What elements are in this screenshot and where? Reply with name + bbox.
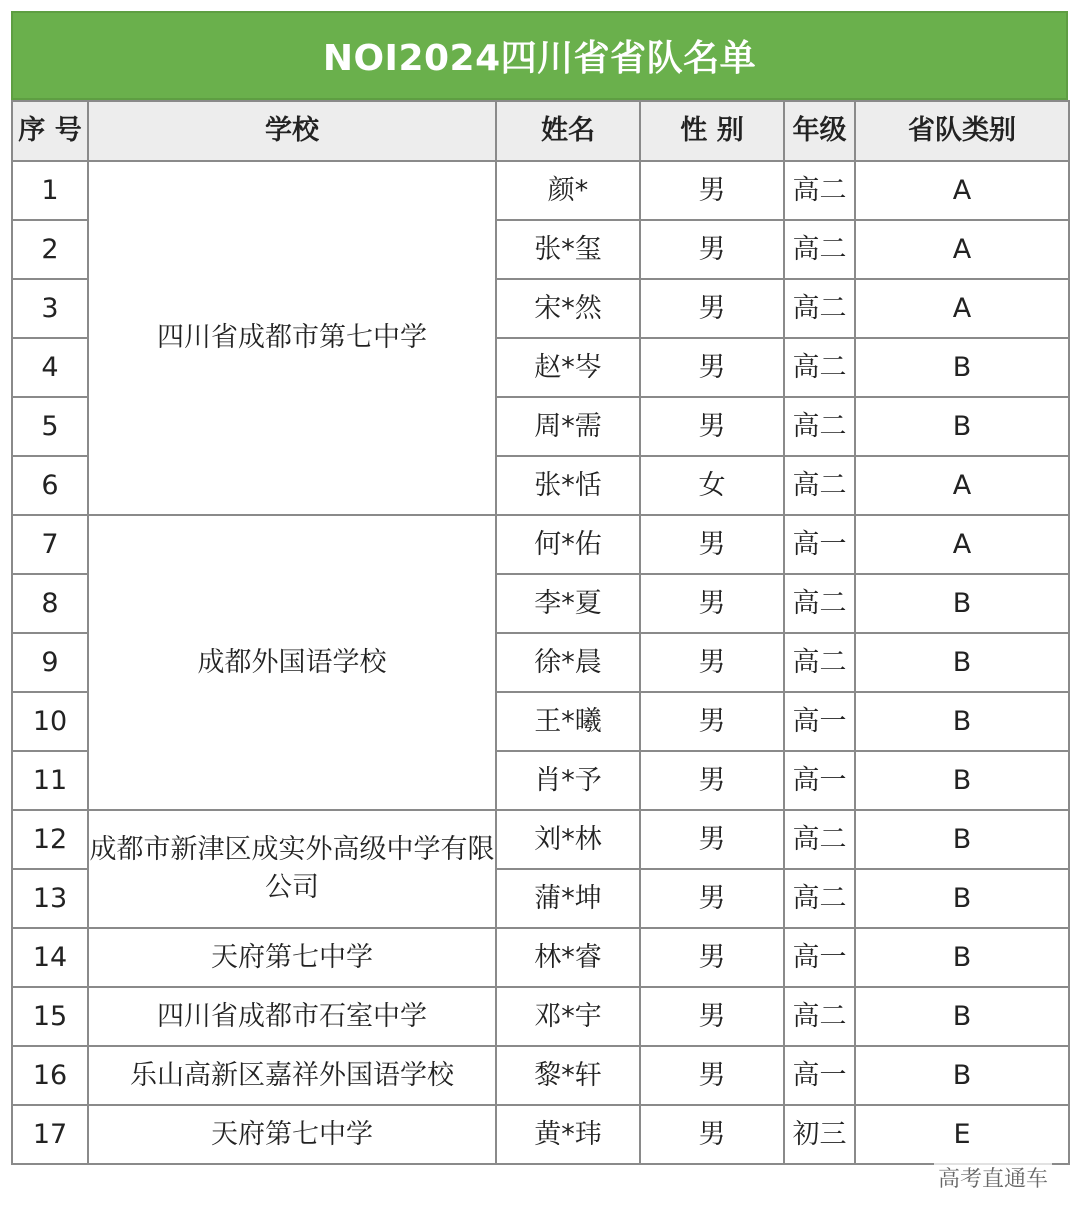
row-index: 17 — [12, 1105, 88, 1164]
table-row — [12, 161, 1069, 220]
student-name: 张*玺 — [496, 220, 640, 279]
student-grade: 高二 — [784, 279, 855, 338]
student-gender: 男 — [640, 1105, 784, 1164]
student-gender: 男 — [640, 987, 784, 1046]
table-header-row — [12, 101, 1069, 161]
roster-sheet — [11, 11, 1068, 1165]
row-index: 5 — [12, 397, 88, 456]
team-category: B — [855, 397, 1069, 456]
student-gender: 男 — [640, 810, 784, 869]
row-index: 10 — [12, 692, 88, 751]
row-index: 3 — [12, 279, 88, 338]
school-cell: 天府第七中学 — [88, 928, 496, 987]
student-gender: 男 — [640, 397, 784, 456]
header-name: 姓名 — [496, 101, 640, 161]
student-name: 刘*林 — [496, 810, 640, 869]
team-category: E — [855, 1105, 1069, 1164]
header-gender: 性 别 — [640, 101, 784, 161]
student-name: 周*需 — [496, 397, 640, 456]
student-gender: 男 — [640, 574, 784, 633]
team-category: A — [855, 220, 1069, 279]
student-gender: 男 — [640, 279, 784, 338]
row-index: 12 — [12, 810, 88, 869]
roster-table — [11, 100, 1070, 1165]
student-name: 肖*予 — [496, 751, 640, 810]
student-grade: 初三 — [784, 1105, 855, 1164]
student-grade: 高二 — [784, 810, 855, 869]
student-name: 张*恬 — [496, 456, 640, 515]
table-row — [12, 1046, 1069, 1105]
student-grade: 高二 — [784, 220, 855, 279]
student-gender: 男 — [640, 161, 784, 220]
student-name: 李*夏 — [496, 574, 640, 633]
row-index: 16 — [12, 1046, 88, 1105]
student-grade: 高二 — [784, 633, 855, 692]
student-name: 赵*岑 — [496, 338, 640, 397]
page-title: NOI2024四川省省队名单 — [11, 11, 1068, 100]
student-grade: 高二 — [784, 869, 855, 928]
student-grade: 高二 — [784, 456, 855, 515]
student-grade: 高二 — [784, 397, 855, 456]
table-row — [12, 1105, 1069, 1164]
row-index: 4 — [12, 338, 88, 397]
team-category: B — [855, 987, 1069, 1046]
student-name: 邓*宇 — [496, 987, 640, 1046]
student-gender: 男 — [640, 692, 784, 751]
row-index: 2 — [12, 220, 88, 279]
row-index: 7 — [12, 515, 88, 574]
header-school: 学校 — [88, 101, 496, 161]
team-category: A — [855, 456, 1069, 515]
student-name: 林*睿 — [496, 928, 640, 987]
school-cell: 天府第七中学 — [88, 1105, 496, 1164]
student-gender: 女 — [640, 456, 784, 515]
team-category: A — [855, 515, 1069, 574]
student-grade: 高一 — [784, 692, 855, 751]
header-index: 序 号 — [12, 101, 88, 161]
table-row — [12, 928, 1069, 987]
team-category: B — [855, 692, 1069, 751]
student-name: 宋*然 — [496, 279, 640, 338]
student-gender: 男 — [640, 928, 784, 987]
school-cell: 成都外国语学校 — [88, 515, 496, 810]
row-index: 11 — [12, 751, 88, 810]
student-gender: 男 — [640, 633, 784, 692]
school-cell: 四川省成都市石室中学 — [88, 987, 496, 1046]
student-grade: 高二 — [784, 574, 855, 633]
student-name: 黄*玮 — [496, 1105, 640, 1164]
school-cell: 四川省成都市第七中学 — [88, 161, 496, 515]
student-name: 黎*轩 — [496, 1046, 640, 1105]
team-category: A — [855, 279, 1069, 338]
team-category: B — [855, 928, 1069, 987]
team-category: B — [855, 633, 1069, 692]
table-row — [12, 810, 1069, 869]
student-grade: 高一 — [784, 928, 855, 987]
school-cell: 成都市新津区成实外高级中学有限公司 — [88, 810, 496, 928]
student-gender: 男 — [640, 515, 784, 574]
watermark: 高考直通车 — [934, 1162, 1052, 1193]
student-grade: 高二 — [784, 161, 855, 220]
team-category: A — [855, 161, 1069, 220]
student-name: 何*佑 — [496, 515, 640, 574]
row-index: 14 — [12, 928, 88, 987]
row-index: 13 — [12, 869, 88, 928]
table-row — [12, 987, 1069, 1046]
header-category: 省队类别 — [855, 101, 1069, 161]
student-grade: 高一 — [784, 751, 855, 810]
student-name: 徐*晨 — [496, 633, 640, 692]
school-cell: 乐山高新区嘉祥外国语学校 — [88, 1046, 496, 1105]
student-gender: 男 — [640, 1046, 784, 1105]
table-row — [12, 515, 1069, 574]
team-category: B — [855, 1046, 1069, 1105]
row-index: 15 — [12, 987, 88, 1046]
team-category: B — [855, 810, 1069, 869]
student-gender: 男 — [640, 869, 784, 928]
student-gender: 男 — [640, 751, 784, 810]
student-name: 蒲*坤 — [496, 869, 640, 928]
student-gender: 男 — [640, 338, 784, 397]
student-name: 颜* — [496, 161, 640, 220]
student-name: 王*曦 — [496, 692, 640, 751]
row-index: 8 — [12, 574, 88, 633]
row-index: 6 — [12, 456, 88, 515]
team-category: B — [855, 338, 1069, 397]
student-gender: 男 — [640, 220, 784, 279]
student-grade: 高二 — [784, 987, 855, 1046]
team-category: B — [855, 751, 1069, 810]
student-grade: 高一 — [784, 1046, 855, 1105]
header-grade: 年级 — [784, 101, 855, 161]
row-index: 9 — [12, 633, 88, 692]
student-grade: 高一 — [784, 515, 855, 574]
team-category: B — [855, 869, 1069, 928]
row-index: 1 — [12, 161, 88, 220]
team-category: B — [855, 574, 1069, 633]
student-grade: 高二 — [784, 338, 855, 397]
